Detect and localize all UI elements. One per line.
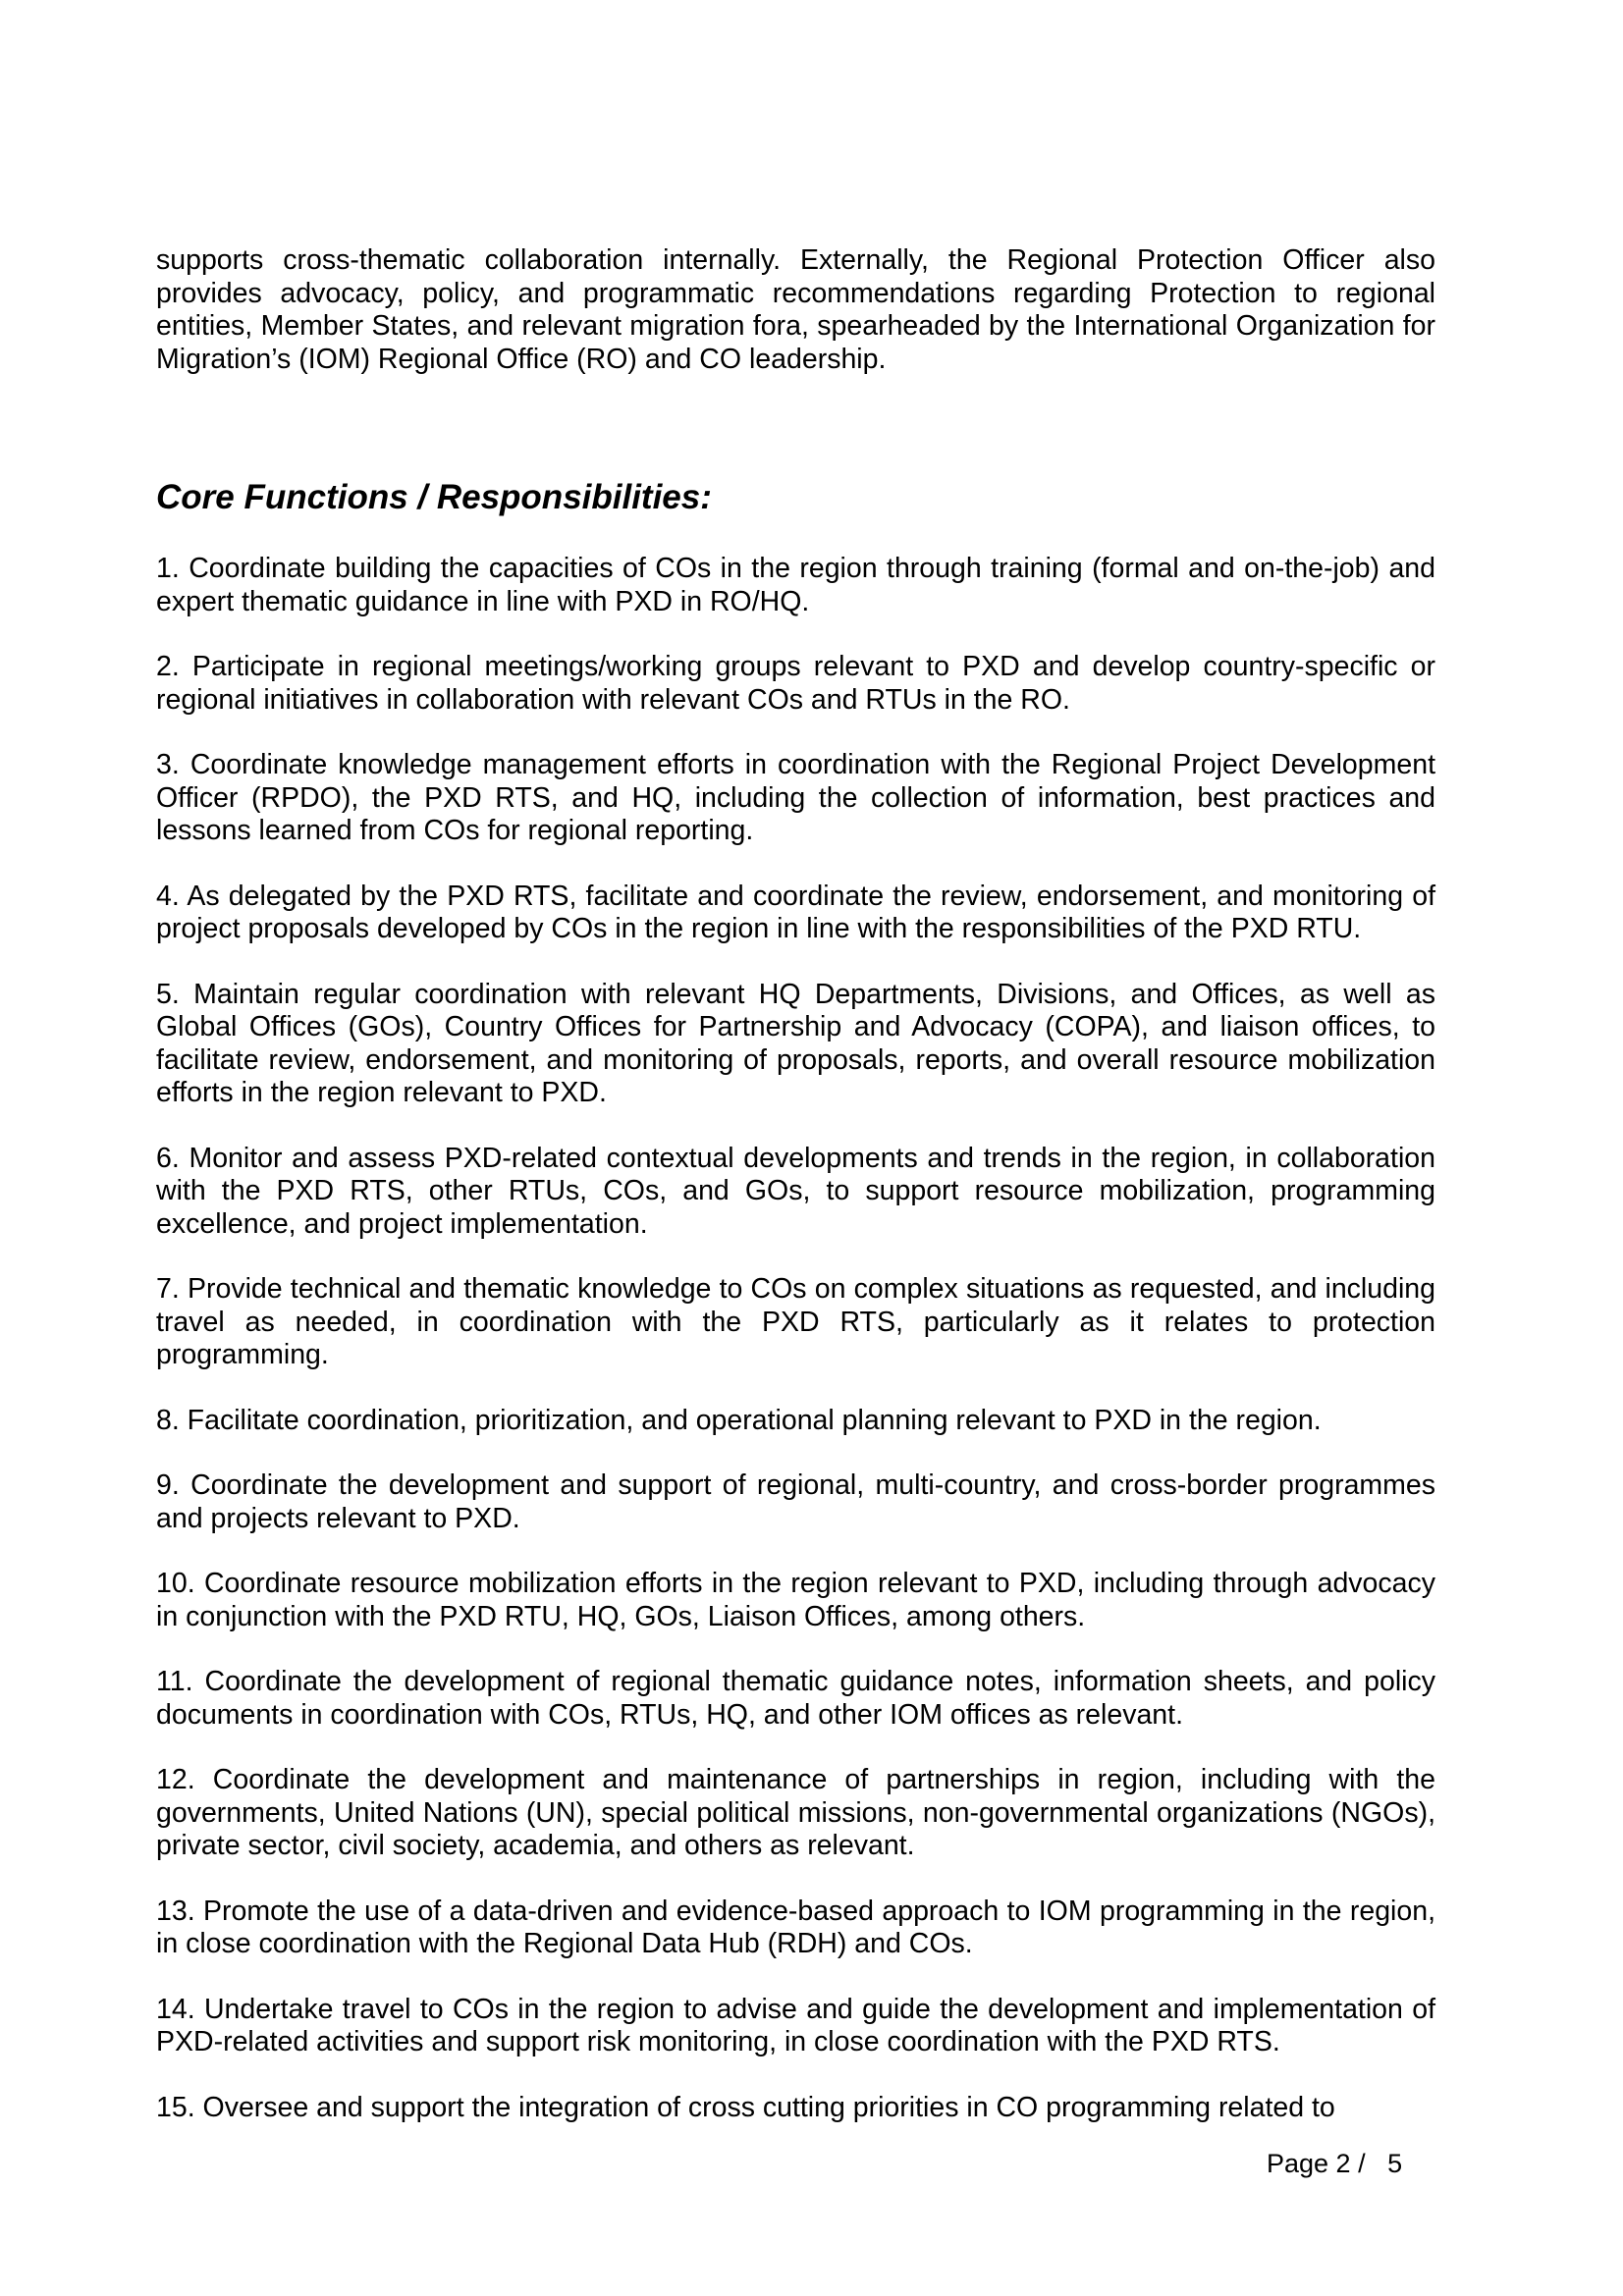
responsibility-item-4: 4. As delegated by the PXD RTS, facilitate and coordinate the review, endorsement, and monitoring of project proposals developed by COs in the region in line with the responsibilities of the PXD RTU.: [156, 880, 1435, 944]
responsibility-item-5: 5. Maintain regular coordination with relevant HQ Departments, Divisions, and Offices, as well as Global Offices (GOs), Country Offices for Partnership and Advocacy (COPA), and liaison offices, to facilitate review, endorsement, and monitoring of proposals, reports, and overall resource mobilization efforts in the region relevant to PXD.: [156, 978, 1435, 1108]
responsibility-item-15: 15. Oversee and support the integration of cross cutting priorities in CO programming related to: [156, 2091, 1335, 2123]
responsibility-item-6: 6. Monitor and assess PXD-related contextual developments and trends in the region, in collaboration with the PXD RTS, other RTUs, COs, and GOs, to support resource mobilization, programming excellence, and project implementation.: [156, 1142, 1435, 1240]
responsibility-item-13: 13. Promote the use of a data-driven and evidence-based approach to IOM programming in the region, in close coordination with the Regional Data Hub (RDH) and COs.: [156, 1895, 1435, 1959]
responsibility-item-3: 3. Coordinate knowledge management efforts in coordination with the Regional Project Development Officer (RPDO), the PXD RTS, and HQ, including the collection of information, best practices and lessons learned from COs for regional reporting.: [156, 749, 1435, 846]
responsibility-item-2: 2. Participate in regional meetings/working groups relevant to PXD and develop country-specific or regional initiatives in collaboration with relevant COs and RTUs in the RO.: [156, 651, 1435, 716]
responsibility-item-11: 11. Coordinate the development of regional thematic guidance notes, information sheets, and policy documents in coordination with COs, RTUs, HQ, and other IOM offices as relevant.: [156, 1666, 1435, 1731]
responsibilities-list: [156, 553, 1435, 2124]
responsibility-item-9: 9. Coordinate the development and support of regional, multi-country, and cross-border programmes and projects relevant to PXD.: [156, 1469, 1435, 1534]
page-body: [156, 244, 1435, 2124]
page-number: Page 2 / 5: [1267, 2149, 1403, 2178]
responsibility-item-8: 8. Facilitate coordination, prioritization, and operational planning relevant to PXD in the region.: [156, 1404, 1322, 1436]
responsibility-item-1: 1. Coordinate building the capacities of COs in the region through training (formal and on-the-job) and expert thematic guidance in line with PXD in RO/HQ.: [156, 553, 1435, 617]
section-heading-core-functions: Core Functions / Responsibilities:: [156, 478, 712, 516]
responsibility-item-7: 7. Provide technical and thematic knowledge to COs on complex situations as requested, and including travel as needed, in coordination with the PXD RTS, particularly as it relates to protection programming.: [156, 1273, 1435, 1370]
intro-paragraph: supports cross-thematic collaboration internally. Externally, the Regional Protection Officer also provides advocacy, policy, and programmatic recommendations regarding Protection to regional entities, Member States, and relevant migration fora, spearheaded by the International Organization for Migration’s (IOM) Regional Office (RO) and CO leadership.: [156, 244, 1435, 375]
responsibility-item-10: 10. Coordinate resource mobilization efforts in the region relevant to PXD, including through advocacy in conjunction with the PXD RTU, HQ, GOs, Liaison Offices, among others.: [156, 1568, 1435, 1632]
responsibility-item-12: 12. Coordinate the development and maintenance of partnerships in region, including with the governments, United Nations (UN), special political missions, non-governmental organizations (NGOs), private sector, civil society, academia, and others as relevant.: [156, 1764, 1435, 1861]
responsibility-item-14: 14. Undertake travel to COs in the region to advise and guide the development and implementation of PXD-related activities and support risk monitoring, in close coordination with the PXD RTS.: [156, 1993, 1435, 2057]
